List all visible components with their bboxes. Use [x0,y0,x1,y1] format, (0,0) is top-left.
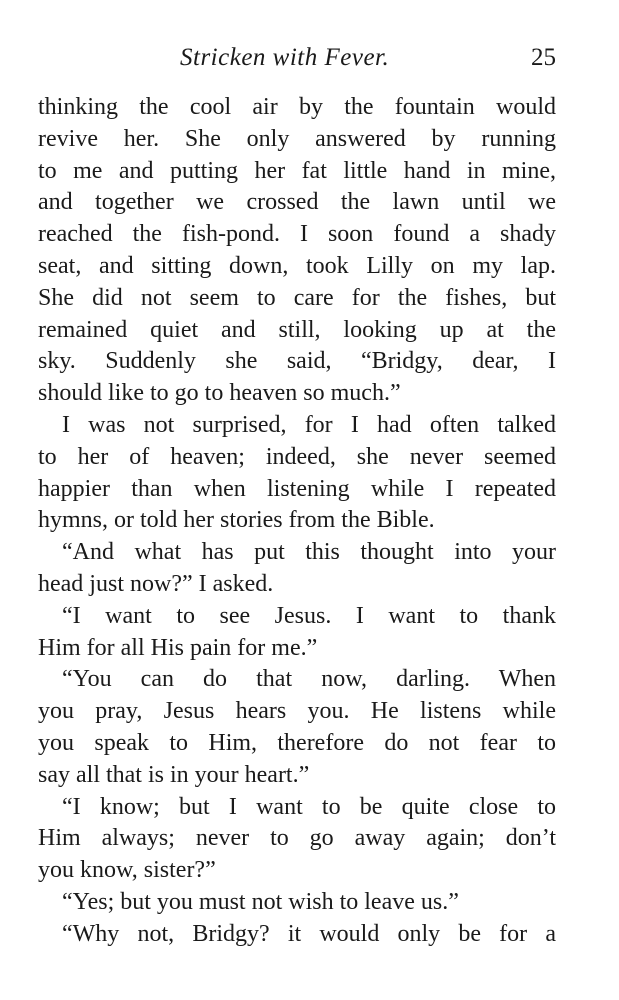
text-line: happier than when listening while I repeated [38,475,556,502]
text-line: remained quiet and still, looking up at the [38,316,556,343]
text-line: reached the fish-pond. I soon found a shady [38,221,556,248]
text-line: She did not seem to care for the fishes, but [38,284,556,311]
text-line: revive her. She only answered by running [38,125,556,152]
text-line: I was not surprised, for I had often talked [62,411,556,438]
text-line: say all that is in your heart.” [38,761,310,788]
text-line: Him always; never to go away again; don’t [38,825,556,852]
running-title: Stricken with Fever. [180,44,390,71]
text-line: to me and putting her fat little hand in mine, [38,157,556,184]
text-line: “You can do that now, darling. When [62,666,556,693]
text-line: “I know; but I want to be quite close to [62,793,556,820]
text-line: you pray, Jesus hears you. He listens while [38,698,556,725]
text-line: hymns, or told her stories from the Bible. [38,507,435,534]
text-line: “I want to see Jesus. I want to thank [62,602,556,629]
text-line: sky. Suddenly she said, “Bridgy, dear, I [38,348,556,375]
body-text [38,92,556,951]
text-line: “Yes; but you must not wish to leave us.” [62,888,459,915]
page-header [38,44,556,80]
text-line: should like to go to heaven so much.” [38,380,401,407]
text-line: “And what has put this thought into your [62,539,556,566]
text-line: thinking the cool air by the fountain would [38,94,556,120]
text-line: to her of heaven; indeed, she never seemed [38,443,556,470]
text-line: you speak to Him, therefore do not fear to [38,729,556,756]
text-line: seat, and sitting down, took Lilly on my lap. [38,252,556,279]
page-number: 25 [531,44,556,71]
text-line: you know, sister?” [38,857,216,884]
text-line: head just now?” I asked. [38,570,274,597]
text-line: “Why not, Bridgy? it would only be for a [62,920,556,947]
text-line: Him for all His pain for me.” [38,634,318,661]
text-line: and together we crossed the lawn until we [38,189,556,216]
